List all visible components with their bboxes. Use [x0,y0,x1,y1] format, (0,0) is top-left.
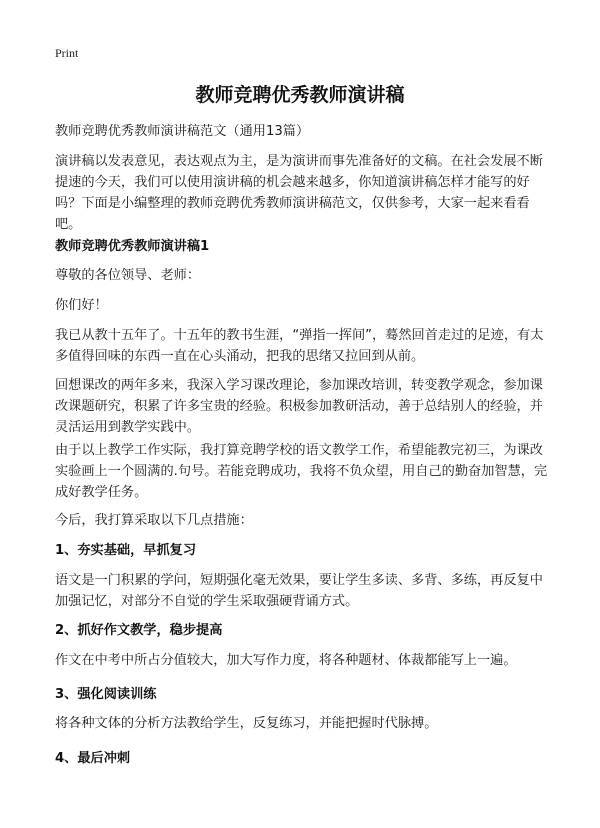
measure-heading-2: 2、抓好作文教学，稳步提高 [55,623,223,638]
section-heading: 教师竞聘优秀教师演讲稿1 [55,239,210,254]
paragraph-2: 回想课改的两年多来，我深入学习课改理论，参加课改培训，转变教学观念，参加课改课题研究，积累了许多宝贵的经验。积极参加教研活动，善于总结别人的经验，并灵活运用到教学实践中。 [55,378,543,435]
hello: 你们好！ [55,298,108,313]
intro-paragraph: 演讲稿以发表意见，表达观点为主，是为演讲而事先准备好的文稿。在社会发展不断提速的今天，我们可以使用演讲稿的机会越来越多，你知道演讲稿怎样才能写的好吗？下面是小编整理的教师竞聘优秀教师演讲稿范文，仅供参考，大家一起来看看吧。 [55,154,543,232]
subtitle: 教师竞聘优秀教师演讲稿范文（通用13篇） [55,124,310,139]
print-link[interactable]: Print [55,46,79,60]
paragraph-1: 我已从教十五年了。十五年的教书生涯，“弹指一挥间”，蓦然回首走过的足迹，有太多值得回味的东西一直在心头涌动，把我的思绪又拉回到从前。 [55,328,544,364]
paragraph-3: 由于以上教学工作实际，我打算竞聘学校的语文教学工作，希望能教完初三，为课改实验画上一个圆满的.句号。若能竞聘成功，我将不负众望，用自己的勤奋加智慧，完成好教学任务。 [55,443,548,500]
measure-heading-1: 1、夯实基础，早抓复习 [55,543,197,558]
paragraph-4: 今后，我打算采取以下几点措施： [55,513,253,528]
measure-paragraph-3: 将各种文体的分析方法教给学生，反复练习，并能把握时代脉搏。 [55,716,438,731]
measure-paragraph-1: 语文是一门积累的学问，短期强化毫无效果，要让学生多读、多背、多练，再反复中加强记忆，对部分不自觉的学生采取强硬背诵方式。 [55,573,543,609]
measure-heading-3: 3、强化阅读训练 [55,687,157,702]
page-title: 教师竞聘优秀教师演讲稿 [195,84,405,106]
greeting: 尊敬的各位领导、老师： [55,268,201,283]
measure-paragraph-2: 作文在中考中所占分值较大，加大写作力度，将各种题材、体裁都能写上一遍。 [55,653,517,668]
measure-heading-4: 4、最后冲刺 [55,751,131,766]
